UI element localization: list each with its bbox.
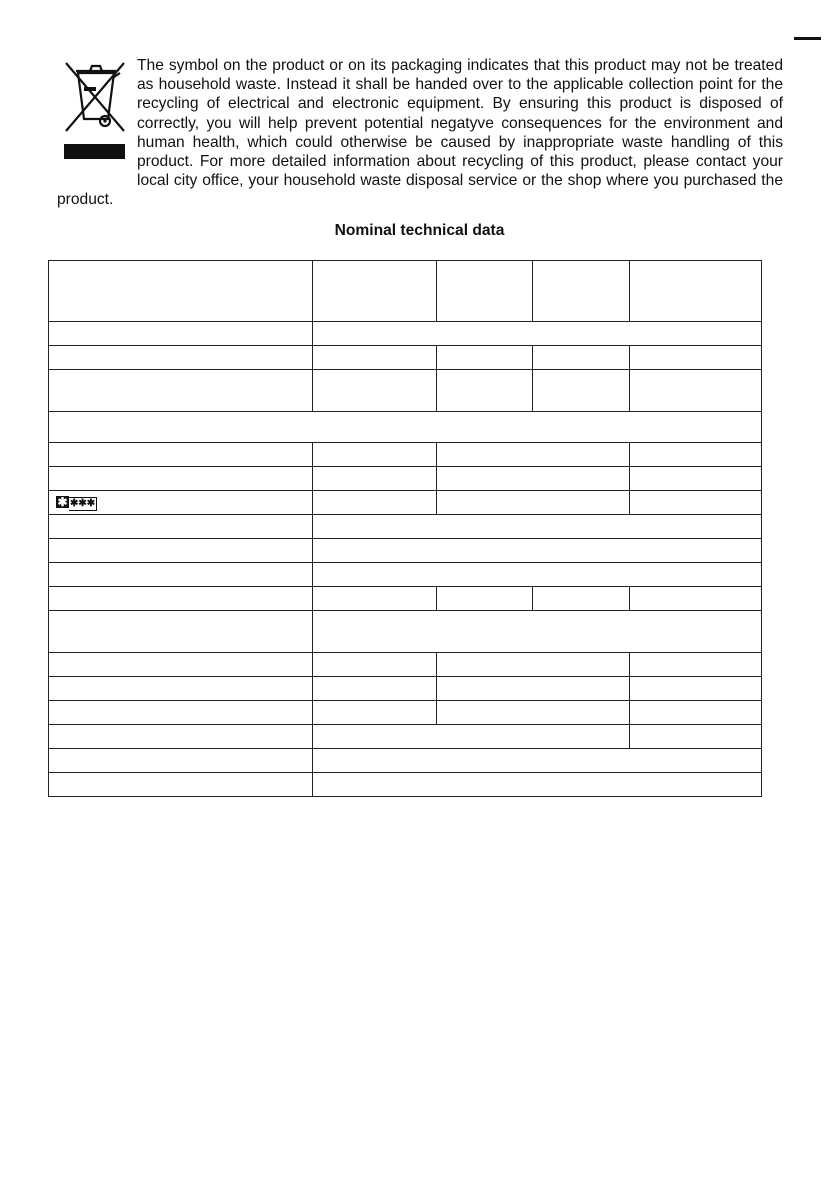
table-cell (437, 346, 533, 370)
disposal-notice (57, 56, 783, 210)
table-cell (313, 467, 437, 491)
table-cell (313, 701, 437, 725)
table-cell (313, 749, 762, 773)
table-cell (49, 539, 313, 563)
freezer-star-first: ✱ (57, 494, 68, 509)
table-row (49, 611, 762, 653)
table-cell (49, 725, 313, 749)
table-row (49, 412, 762, 443)
table-cell (313, 725, 630, 749)
table-cell (630, 467, 762, 491)
table-cell (49, 322, 313, 346)
page-edge-marker (794, 37, 821, 40)
table-row (49, 515, 762, 539)
table-cell (49, 412, 762, 443)
table-cell (49, 346, 313, 370)
table-cell (630, 443, 762, 467)
table-row (49, 563, 762, 587)
table-cell (437, 261, 533, 322)
table-cell (313, 587, 437, 611)
table-row (49, 725, 762, 749)
table-cell (49, 587, 313, 611)
table-cell (437, 587, 533, 611)
table-row (49, 346, 762, 370)
table-row (49, 677, 762, 701)
table-cell (533, 587, 630, 611)
freezer-star-rest: ✱✱✱ (70, 497, 96, 509)
table-row (49, 443, 762, 467)
table-cell (49, 261, 313, 322)
table-cell (49, 491, 313, 515)
table-cell (313, 346, 437, 370)
table-cell (313, 515, 762, 539)
table-cell (437, 443, 630, 467)
table-cell (437, 701, 630, 725)
table-cell (437, 370, 533, 412)
table-cell (630, 701, 762, 725)
table-cell (49, 443, 313, 467)
table-cell (49, 653, 313, 677)
table-cell (630, 587, 762, 611)
table-cell (437, 467, 630, 491)
table-cell (533, 346, 630, 370)
table-cell (313, 322, 762, 346)
table-cell (49, 563, 313, 587)
table-cell (49, 467, 313, 491)
table-cell (49, 749, 313, 773)
table-cell (630, 261, 762, 322)
table-row (49, 491, 762, 515)
table-cell (630, 346, 762, 370)
table-cell (533, 261, 630, 322)
freezer-star-rating-icon (56, 495, 97, 511)
table-cell (630, 653, 762, 677)
table-row (49, 653, 762, 677)
table-cell (630, 725, 762, 749)
table-cell (313, 491, 437, 515)
table-cell (313, 563, 762, 587)
table-row (49, 773, 762, 797)
table-cell (49, 773, 313, 797)
table-title: Nominal technical data (334, 222, 505, 239)
table-cell (313, 261, 437, 322)
table-row (49, 701, 762, 725)
disposal-notice-text: The symbol on the product or on its packaging indicates that this product may not be treated as household waste. Instead it shall be handed over to the applicable collection point for the recycling of electrical and electronic equipment. By ensuring this product is disposed of correctly, you will help prevent potential negatyve consequences for the environment and human health, which could otherwise be caused by inappropriate waste handling of this product. For more detailed information about recycling of this product, please contact your local city office, your household waste disposal service or the shop where you purchased the product. (57, 57, 783, 209)
table-cell (437, 677, 630, 701)
table-cell (437, 491, 630, 515)
table-cell (313, 677, 437, 701)
table-header-row (49, 261, 762, 322)
table-cell (49, 611, 313, 653)
table-cell (533, 370, 630, 412)
table-cell (49, 677, 313, 701)
table-cell (313, 773, 762, 797)
table-cell (313, 370, 437, 412)
table-cell (313, 443, 437, 467)
table-cell (313, 539, 762, 563)
table-cell (49, 701, 313, 725)
table-row (49, 587, 762, 611)
table-cell (630, 491, 762, 515)
table-cell (49, 515, 313, 539)
table-cell (49, 370, 313, 412)
table-row (49, 467, 762, 491)
table-row (49, 749, 762, 773)
table-cell (313, 653, 437, 677)
table-cell (630, 370, 762, 412)
table-cell (313, 611, 762, 653)
table-row (49, 539, 762, 563)
table-row (49, 322, 762, 346)
table-cell (630, 677, 762, 701)
table-cell (437, 653, 630, 677)
table-row (49, 370, 762, 412)
technical-data-table (48, 260, 762, 797)
